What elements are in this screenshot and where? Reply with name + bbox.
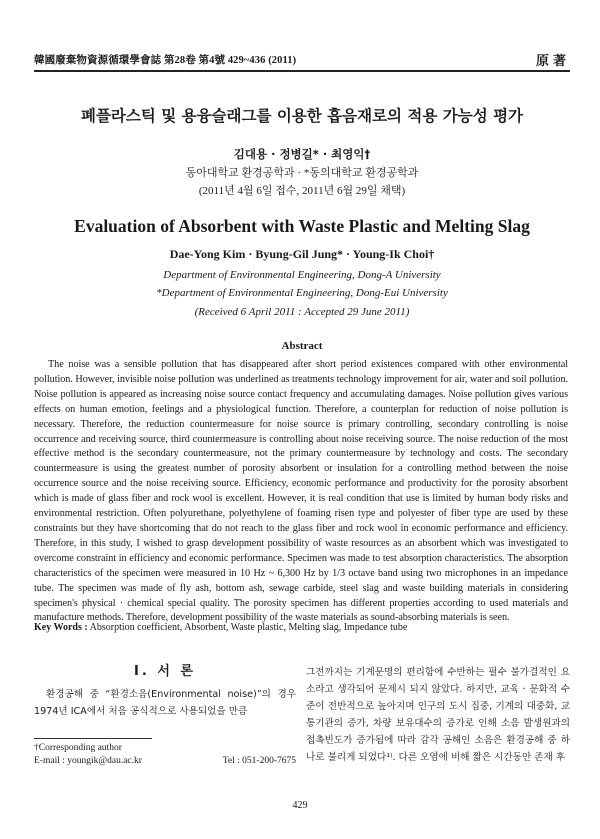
section-title: Ⅰ. 서 론: [134, 664, 196, 679]
journal-header: [34, 50, 570, 68]
english-affiliation-2: *Department of Environmental Engineering, Dong-Eui University: [156, 287, 448, 299]
header-rule: [34, 70, 570, 72]
journal-citation: 韓國廢棄物資源循環學會誌 第28卷 第4號 429~436 (2011): [34, 55, 297, 66]
abstract-text: The noise was a sensible pollution that has disappeared after short period existences compared with other environmental pollution. However, invisible noise pollution was underlined as treatments technology improvement for air, water and soil pollution. Noise pollution is appeared as increasing noise source contact frequency and accumulating damages. Noise pollution gives various effects on human emotion, feelings and a physiological function. Therefore, a counterplan for reduction of noise pollution is necessary. Therefore, the reduction countermeasure for noise source is primary controlling, secondary controlling is noise occurrence and receiving source, third countermeasure is controlling about noise receiving source. The noise reduction of the most effective method is the secondary countermeasure, not the primary countermeasure by technology and costs. The secondary countermeasure is using the greatest number of porosity absorbent or insulation for a controlling method between the noise occurrence source and the noise receiving source. Efficiency, economic performance and productivity for the porosity absorbent which is made of glass fiber and rock wool is excellent. However, it is real condition that use is limited by human body risks and environmental restriction. Often polyurethane, polyethylene of foaming risen type and polyester of fiber type are used by these constraints but they have shortcoming that do not reach to the glass fiber and rock wool in economic performance and efficiency. Therefore, in this study, I wished to grasp development possibility of waste resources as an absorbent which was investigated to overcome constraint in efficiency and economic performance. Specimen was made to test absorption characteristics. The absorption characteristics of the specimen were measured in 10 Hz ~ 6,300 Hz by 1/3 octave band using two microphones in an impedance tube. The specimen was made of fly ash, bottom ash, sewage carbide, steel slag and waste building materials in considering specimen's physical · chemical special quality. The porosity specimen has different properties according to used materials and manufacture methods. Therefore, development possibility of the waste materials as sound-absorbing materials is seen.: [34, 359, 568, 624]
footnote-rule: [34, 738, 152, 739]
korean-authors: 김대용 · 정병길* · 최영익†: [233, 147, 371, 161]
article-type-badge: 原著: [535, 54, 570, 69]
abstract-heading: Abstract: [281, 340, 323, 352]
english-affiliation-1: Department of Environmental Engineering, Dong-A University: [163, 269, 441, 281]
korean-dates: (2011년 4월 6일 접수, 2011년 6월 29일 채택): [198, 185, 406, 197]
body-right-column: [306, 664, 570, 766]
footnote-email: E-mail : youngik@dau.ac.kr: [34, 756, 142, 766]
footnote: [34, 742, 296, 768]
body-right-paragraph: 그전까지는 기계문명의 편리함에 수반하는 필수 불가결적인 요소라고 생각되어 문제시 되지 않았다. 하지만, 교육 · 문화적 수준이 전반적으로 높아지며 인구의 도시 집중, 기계의 대중화, 교통기관의 증가, 차량 보유대수의 증가로 인해 소음 발생원과의 접촉빈도가 증가됨에 따라 감각 공해인 소음은 환경공해 중 하나로 불리게 되었다¹⁾. 다른 오염에 비해 짧은 시간동안 존재 후: [306, 667, 570, 763]
keywords: [34, 622, 570, 633]
page-number: 429: [292, 800, 308, 811]
footnote-contact: [34, 755, 296, 768]
keywords-label: Key Words :: [34, 622, 88, 633]
english-dates: (Received 6 April 2011 : Accepted 29 June 2011): [194, 306, 410, 318]
english-title: Evaluation of Absorbent with Waste Plastic and Melting Slag: [74, 216, 530, 236]
korean-title: 폐플라스틱 및 용융슬래그를 이용한 흡음재로의 적용 가능성 평가: [80, 107, 524, 125]
footnote-marker: †Corresponding author: [34, 743, 122, 753]
keywords-text: Absorption coefficient, Absorbent, Waste plastic, Melting slag, Impedance tube: [89, 622, 408, 633]
body-left-column: [34, 686, 296, 720]
english-authors: Dae-Yong Kim · Byung-Gil Jung* · Young-Ik Choi†: [169, 247, 435, 261]
footnote-tel: Tel : 051-200-7675: [222, 756, 296, 766]
korean-affiliation: 동아대학교 환경공학과 · *동의대학교 환경공학과: [185, 167, 419, 179]
body-left-paragraph: 환경공해 중 “환경소음(Environmental noise)”의 경우 1974년 ICA에서 처음 공식적으로 사용되었을 만큼: [34, 689, 296, 717]
